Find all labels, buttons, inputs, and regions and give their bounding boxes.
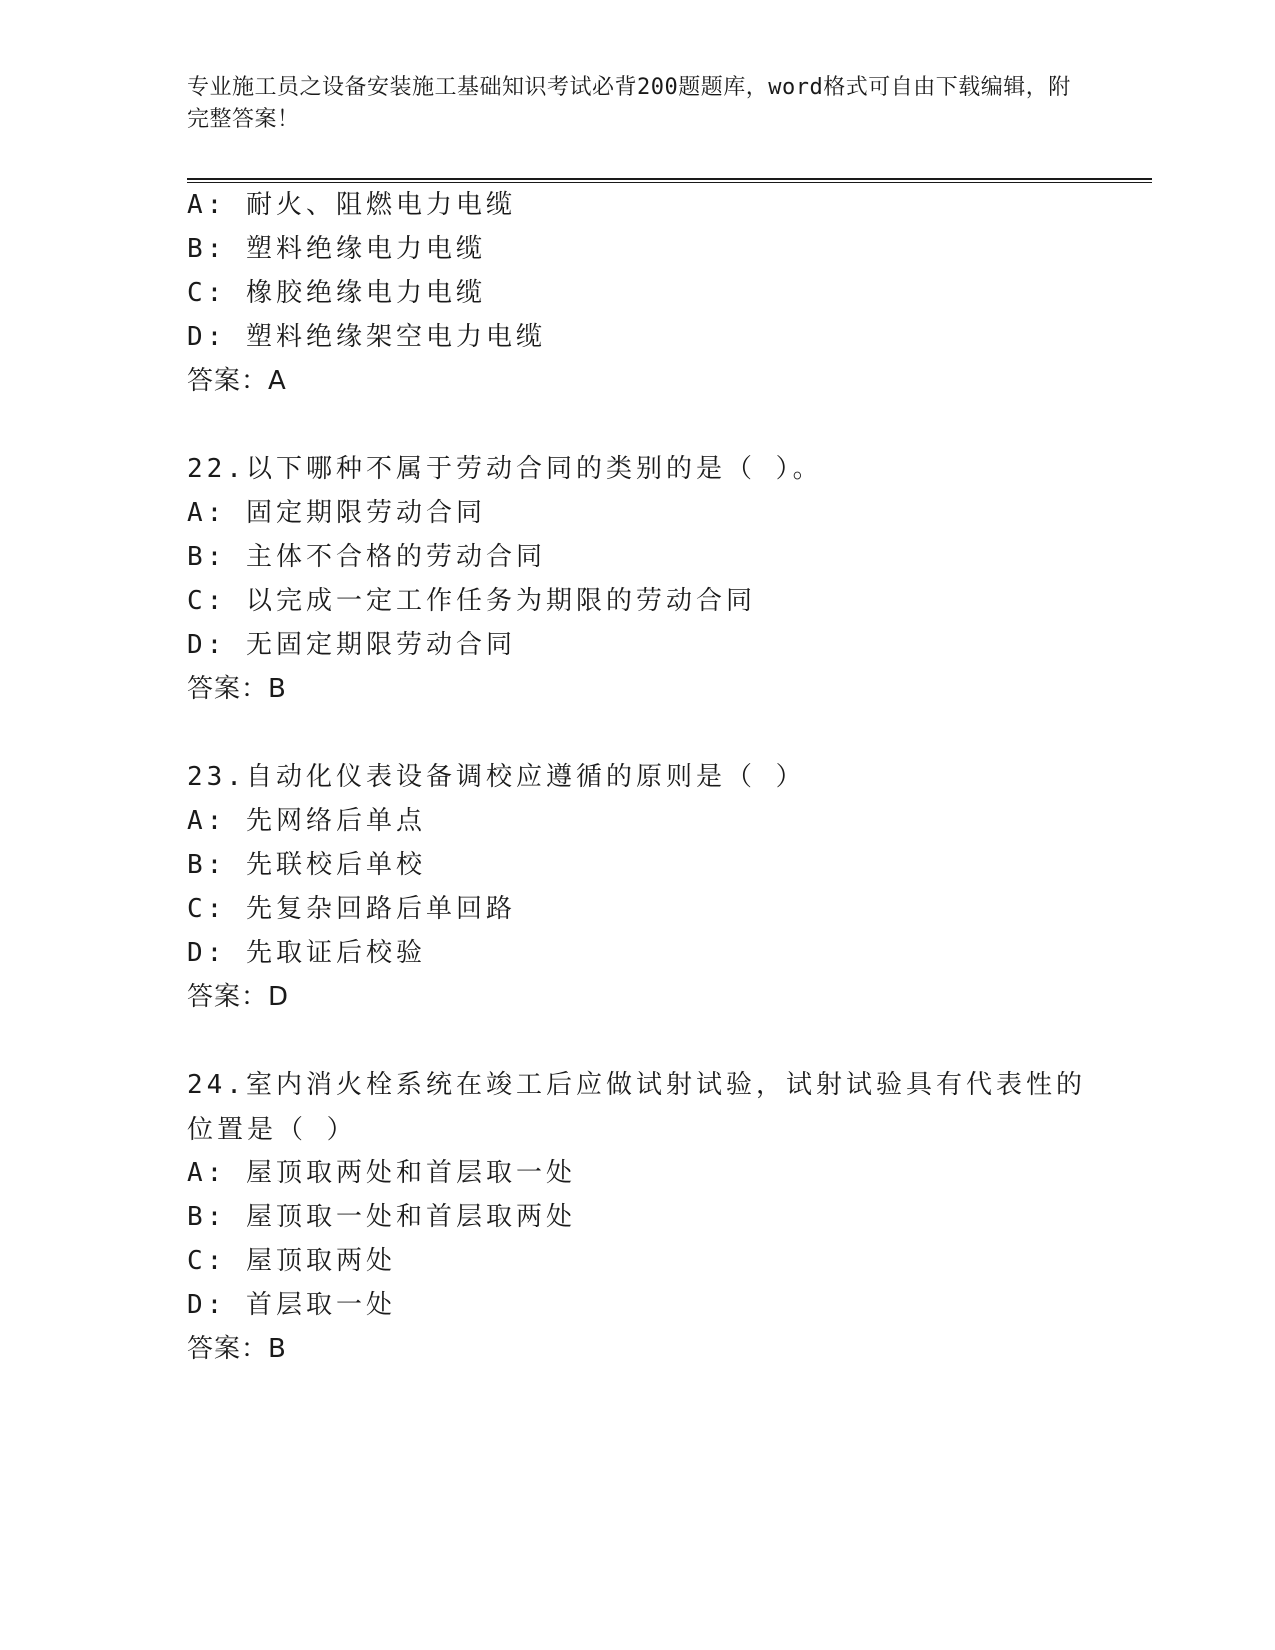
option-a: A: 固定期限劳动合同 <box>187 498 486 528</box>
option-d: D: 先取证后校验 <box>187 938 426 968</box>
document-header: 专业施工员之设备安装施工基础知识考试必背200题题库，word格式可自由下载编辑，附完整答案！ <box>187 75 1071 132</box>
question-stem: 22.以下哪种不属于劳动合同的类别的是（ ）。 <box>187 454 823 484</box>
option-b: B: 主体不合格的劳动合同 <box>187 542 546 572</box>
header-divider <box>187 178 1152 183</box>
option-d: D: 首层取一处 <box>187 1290 396 1320</box>
question-stem: 24.室内消火栓系统在竣工后应做试射试验，试射试验具有代表性的位置是（ ） <box>187 1070 1086 1145</box>
option-a: A: 屋顶取两处和首层取一处 <box>187 1158 576 1188</box>
option-c: C: 先复杂回路后单回路 <box>187 894 516 924</box>
option-d: D: 无固定期限劳动合同 <box>187 630 516 660</box>
option-d: D: 塑料绝缘架空电力电缆 <box>187 322 546 352</box>
answer: 答案：B <box>187 674 287 704</box>
option-c: C: 以完成一定工作任务为期限的劳动合同 <box>187 586 756 616</box>
option-b: B: 屋顶取一处和首层取两处 <box>187 1202 576 1232</box>
option-b: B: 塑料绝缘电力电缆 <box>187 234 486 264</box>
answer: 答案：B <box>187 1334 287 1364</box>
question-stem: 23.自动化仪表设备调校应遵循的原则是（ ） <box>187 762 806 792</box>
option-a: A: 先网络后单点 <box>187 806 426 836</box>
option-a: A: 耐火、阻燃电力电缆 <box>187 190 516 220</box>
option-c: C: 屋顶取两处 <box>187 1246 396 1276</box>
option-c: C: 橡胶绝缘电力电缆 <box>187 278 486 308</box>
option-b: B: 先联校后单校 <box>187 850 426 880</box>
answer: 答案：D <box>187 982 290 1012</box>
answer: 答案：A <box>187 366 287 396</box>
